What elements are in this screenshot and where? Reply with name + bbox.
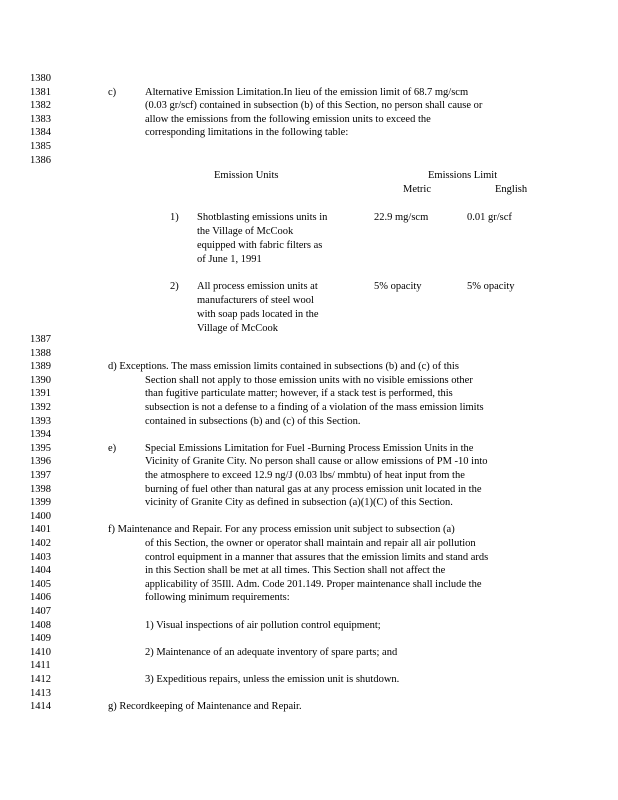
section-d-line: subsection is not a defense to a finding of a violation of the mass emission limits [145,402,484,413]
section-e-line: burning of fuel other than natural gas at any process emission unit located in the [145,483,482,495]
row-number: 2) [170,281,179,292]
line-number: 1395 [30,442,51,454]
section-c-line: (0.03 gr/scf) contained in subsection (b) of this Section, no person shall cause or [145,100,483,112]
line-number: 1407 [30,606,51,617]
line-number: 1404 [30,565,51,577]
line-number: 1409 [30,633,51,645]
section-f-line: applicability of 35Ill. Adm. Code 201.149. Proper maintenance shall include the [145,578,482,590]
row-number: 1) [170,212,179,223]
line-number: 1410 [30,646,51,658]
table-header-english: English [495,184,528,195]
line-number: 1383 [30,113,51,125]
row-description-line: Shotblasting emissions units in [197,212,328,223]
line-number: 1397 [30,470,51,481]
line-number: 1385 [30,141,51,152]
line-number: 1401 [30,524,51,536]
section-d-heading: d) Exceptions. The mass emission limits contained in subsections (b) and (c) of this [108,361,459,373]
section-f-line: following minimum requirements: [145,592,290,604]
row-english-value: 0.01 gr/scf [467,212,512,223]
section-f-line: of this Section, the owner or operator shall maintain and repair all air pollution [145,538,476,549]
section-d-line: than fugitive particulate matter; however, if a stack test is performed, this [145,388,453,400]
row-metric-value: 5% opacity [374,281,422,292]
line-number: 1413 [30,687,51,699]
line-number: 1400 [30,510,51,522]
line-number: 1398 [30,483,51,495]
line-number: 1414 [30,701,51,713]
section-c-line: Alternative Emission Limitation.In lieu of the emission limit of 68.7 mg/scm [145,86,469,98]
section-e-line: the atmosphere to exceed 12.9 ng/J (0.03 lbs/ mmbtu) of heat input from the [145,470,465,481]
table-header-metric: Metric [403,184,431,195]
line-number: 1387 [30,334,51,345]
section-e-marker: e) [108,442,117,454]
line-number: 1389 [30,361,51,373]
row-description-line: equipped with fabric filters as [197,240,323,251]
row-description-line: Village of McCook [197,323,279,334]
section-e-line: vicinity of Granite City as defined in subsection (a)(1)(C) of this Section. [145,497,453,509]
line-number: 1399 [30,497,51,509]
section-e-line: Special Emissions Limitation for Fuel -Burning Process Emission Units in the [145,442,474,454]
line-number: 1408 [30,619,51,631]
section-c-line: corresponding limitations in the following table: [145,127,349,139]
requirement-item: 1) Visual inspections of air pollution control equipment; [145,619,381,631]
row-description-line: manufacturers of steel wool [197,295,314,306]
table-header-limit: Emissions Limit [428,170,498,181]
row-description-line: of June 1, 1991 [197,254,262,265]
line-number: 1396 [30,456,51,468]
line-number: 1391 [30,388,51,400]
line-number: 1405 [30,578,51,590]
requirement-item: 2) Maintenance of an adequate inventory of spare parts; and [145,646,398,658]
section-d-line: Section shall not apply to those emission units with no visible emissions other [145,374,473,386]
line-number: 1382 [30,100,51,112]
line-number: 1390 [30,374,51,386]
line-number: 1384 [30,127,51,139]
line-number: 1386 [30,154,51,166]
section-f-heading: f) Maintenance and Repair. For any process emission unit subject to subsection (a) [108,524,455,536]
line-number: 1412 [30,674,51,685]
line-number: 1406 [30,592,51,604]
table-header-units: Emission Units [214,170,279,181]
line-number: 1392 [30,402,51,413]
row-english-value: 5% opacity [467,281,515,292]
line-number: 1394 [30,429,51,441]
line-number: 1402 [30,538,51,549]
section-c-line: allow the emissions from the following emission units to exceed the [145,113,431,125]
line-number: 1411 [30,660,51,672]
requirement-item: 3) Expeditious repairs, unless the emission unit is shutdown. [145,674,400,685]
section-c-marker: c) [108,86,117,98]
line-number: 1388 [30,347,51,359]
section-g-heading: g) Recordkeeping of Maintenance and Repair. [108,701,302,713]
row-metric-value: 22.9 mg/scm [374,212,429,223]
row-description-line: with soap pads located in the [197,309,319,320]
section-d-line: contained in subsections (b) and (c) of this Section. [145,415,361,427]
section-e-line: Vicinity of Granite City. No person shall cause or allow emissions of PM -10 into [145,456,488,468]
line-number: 1381 [30,86,51,98]
line-number: 1403 [30,551,51,563]
row-description-line: All process emission units at [197,281,318,292]
line-number: 1393 [30,415,51,427]
section-f-line: control equipment in a manner that assures that the emission limits and stand ards [145,551,489,563]
line-number: 1380 [30,73,51,84]
row-description-line: the Village of McCook [197,226,294,237]
section-f-line: in this Section shall be met at all times. This Section shall not affect the [145,565,446,577]
